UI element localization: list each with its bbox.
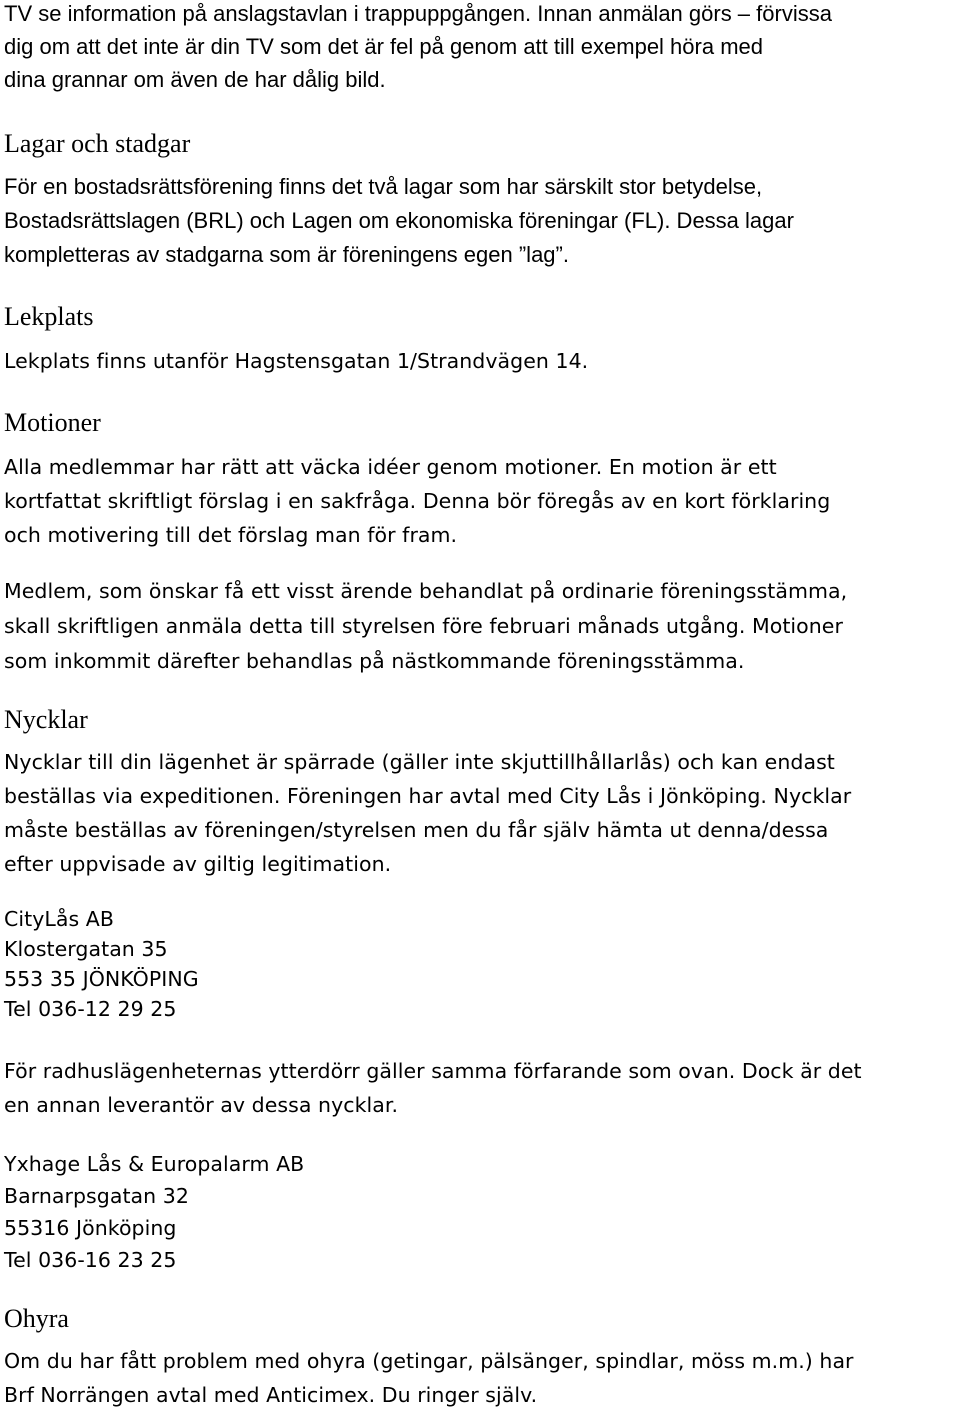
motioner-paragraph-2: [4, 574, 847, 679]
heading-motioner: Motioner: [4, 408, 101, 437]
address-line: Tel 036-16 23 25: [4, 1248, 177, 1272]
heading-lagar: Lagar och stadgar: [4, 129, 191, 158]
lagar-line: Bostadsrättslagen (BRL) och Lagen om ekonomiska föreningar (FL). Dessa lagar: [4, 208, 794, 233]
address-line: Klostergatan 35: [4, 937, 168, 961]
motioner-line: kortfattat skriftligt förslag i en sakfråga. Denna bör föregås av en kort förklaring: [4, 489, 831, 513]
motioner-line: Alla medlemmar har rätt att väcka idéer genom motioner. En motion är ett: [4, 455, 777, 479]
lagar-paragraph: [4, 170, 794, 272]
motioner-line: och motivering till det förslag man för fram.: [4, 523, 458, 547]
address-line: CityLås AB: [4, 907, 114, 931]
intro-paragraph: [4, 0, 832, 96]
address-line: 55316 Jönköping: [4, 1216, 177, 1240]
nycklar-line: Nycklar till din lägenhet är spärrade (gäller inte skjuttillhållarlås) och kan endast: [4, 750, 835, 774]
ohyra-line: Brf Norrängen avtal med Anticimex. Du ringer själv.: [4, 1383, 538, 1407]
motioner-line: skall skriftligen anmäla detta till styrelsen före februari månads utgång. Motioner: [4, 614, 843, 638]
lagar-line: För en bostadsrättsförening finns det två lagar som har särskilt stor betydelse,: [4, 174, 763, 199]
citylas-address: [4, 904, 199, 1024]
address-line: Tel 036-12 29 25: [4, 997, 177, 1021]
ohyra-paragraph: [4, 1344, 854, 1412]
lekplats-line: Lekplats finns utanför Hagstensgatan 1/Strandvägen 14.: [4, 349, 589, 373]
heading-ohyra: Ohyra: [4, 1304, 69, 1333]
heading-nycklar: Nycklar: [4, 705, 88, 734]
motioner-line: Medlem, som önskar få ett visst ärende behandlat på ordinarie föreningsstämma,: [4, 579, 848, 603]
intro-line: dig om att det inte är din TV som det är fel på genom att till exempel höra med: [4, 34, 763, 59]
address-line: Yxhage Lås & Europalarm AB: [4, 1152, 305, 1176]
nycklar-line: en annan leverantör av dessa nycklar.: [4, 1093, 399, 1117]
yxhage-address: [4, 1148, 304, 1276]
nycklar-line: efter uppvisade av giltig legitimation.: [4, 852, 392, 876]
motioner-paragraph-1: [4, 450, 830, 552]
nycklar-line: För radhuslägenheternas ytterdörr gäller samma förfarande som ovan. Dock är det: [4, 1059, 862, 1083]
motioner-line: som inkommit därefter behandlas på nästkommande föreningsstämma.: [4, 649, 745, 673]
address-line: 553 35 JÖNKÖPING: [4, 967, 199, 991]
lagar-line: kompletteras av stadgarna som är föreningens egen ”lag”.: [4, 242, 569, 267]
nycklar-paragraph-1: [4, 745, 851, 881]
intro-line: TV se information på anslagstavlan i trappuppgången. Innan anmälan görs – förvissa: [4, 1, 832, 26]
heading-lekplats: Lekplats: [4, 302, 94, 331]
nycklar-line: måste beställas av föreningen/styrelsen men du får själv hämta ut denna/dessa: [4, 818, 829, 842]
nycklar-paragraph-2: [4, 1054, 862, 1122]
ohyra-line: Om du har fått problem med ohyra (getingar, pälsänger, spindlar, möss m.m.) har: [4, 1349, 854, 1373]
address-line: Barnarpsgatan 32: [4, 1184, 189, 1208]
lekplats-paragraph: [4, 344, 588, 378]
intro-line: dina grannar om även de har dålig bild.: [4, 67, 386, 92]
nycklar-line: beställas via expeditionen. Föreningen har avtal med City Lås i Jönköping. Nycklar: [4, 784, 852, 808]
